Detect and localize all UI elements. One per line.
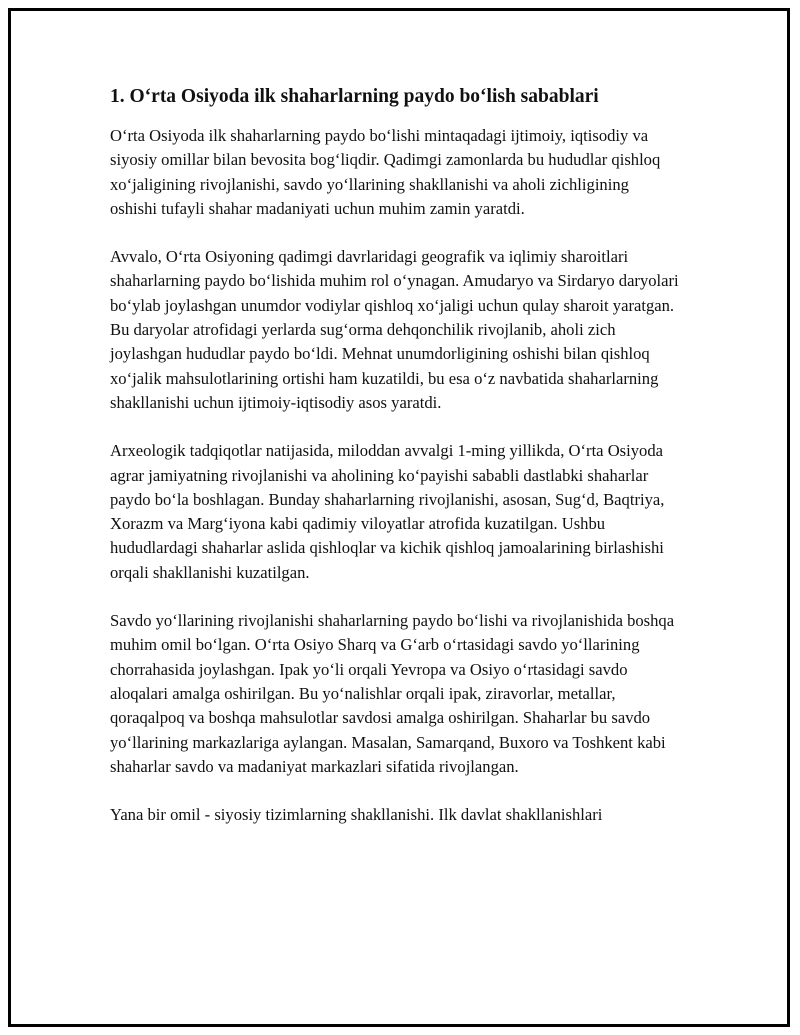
- paragraph-trade-routes: Savdo yo‘llarining rivojlanishi shaharlarning paydo bo‘lishi va rivojlanishida boshqa muhim omil bo‘lgan. O‘rta Osiyo Sharq va G‘arb o‘rtasidagi savdo yo‘llarining chorrahasida joylashgan. Ipak yo‘li orqali Yevropa va Osiyo o‘rtasidagi savdo aloqalari amalga oshirilgan. Bu yo‘nalishlar orqali ipak, ziravorlar, metallar, qoraqalpoq va boshqa mahsulotlar savdosi amalga oshirilgan. Shaharlar bu savdo yo‘llarining markazlariga aylangan. Masalan, Samarqand, Buxoro va Toshkent kabi shaharlar savdo va madaniyat markazlari sifatida rivojlangan.: [110, 611, 675, 776]
- paragraph-geography: Avvalo, O‘rta Osiyoning qadimgi davrlaridagi geografik va iqlimiy sharoitlari shaharlarning paydo bo‘lishida muhim rol o‘ynagan. Amudaryo va Sirdaryo daryolari bo‘ylab joylashgan unumdor vodiylar qishloq xo‘jaligi uchun qulay sharoit yaratgan. Bu daryolar atrofidagi yerlarda sug‘orma dehqonchilik rivojlanib, aholi zich joylashgan hududlar paydo bo‘ldi. Mehnat unumdorligining oshishi bilan qishloq xo‘jalik mahsulotlarining ortishi ham kuzatildi, bu esa o‘z navbatida shaharlarning shakllanishi uchun ijtimoiy-iqtisodiy asos yaratdi.: [110, 247, 679, 412]
- paragraph-political-systems: Yana bir omil - siyosiy tizimlarning shakllanishi. Ilk davlat shakllanishlari: [110, 805, 603, 825]
- paragraph-intro: O‘rta Osiyoda ilk shaharlarning paydo bo‘lishi mintaqadagi ijtimoiy, iqtisodiy va siyosiy omillar bilan bevosita bog‘liqdir. Qadimgi zamonlarda bu hududlar qishloq xo‘jaligining rivojlanishi, savdo yo‘llarining shakllanishi va aholi zichligining oshishi tufayli shahar madaniyati uchun muhim zamin yaratdi.: [110, 126, 661, 218]
- paragraph-archaeology: Arxeologik tadqiqotlar natijasida, miloddan avvalgi 1-ming yillikda, O‘rta Osiyoda agrar jamiyatning rivojlanishi va aholining ko‘payishi sababli dastlabki shaharlar paydo bo‘la boshlagan. Bunday shaharlarning rivojlanishi, asosan, Sug‘d, Baqtriya, Xorazm va Marg‘iyona kabi qadimiy viloyatlar atrofida kuzatilgan. Ushbu hududlardagi shaharlar aslida qishloqlar va kichik qishloq jamoalarining birlashishi orqali shakllanishi kuzatilgan.: [110, 441, 665, 582]
- document-body: [110, 84, 680, 827]
- section-heading: 1. O‘rta Osiyoda ilk shaharlarning paydo bo‘lish sabablari: [110, 86, 599, 107]
